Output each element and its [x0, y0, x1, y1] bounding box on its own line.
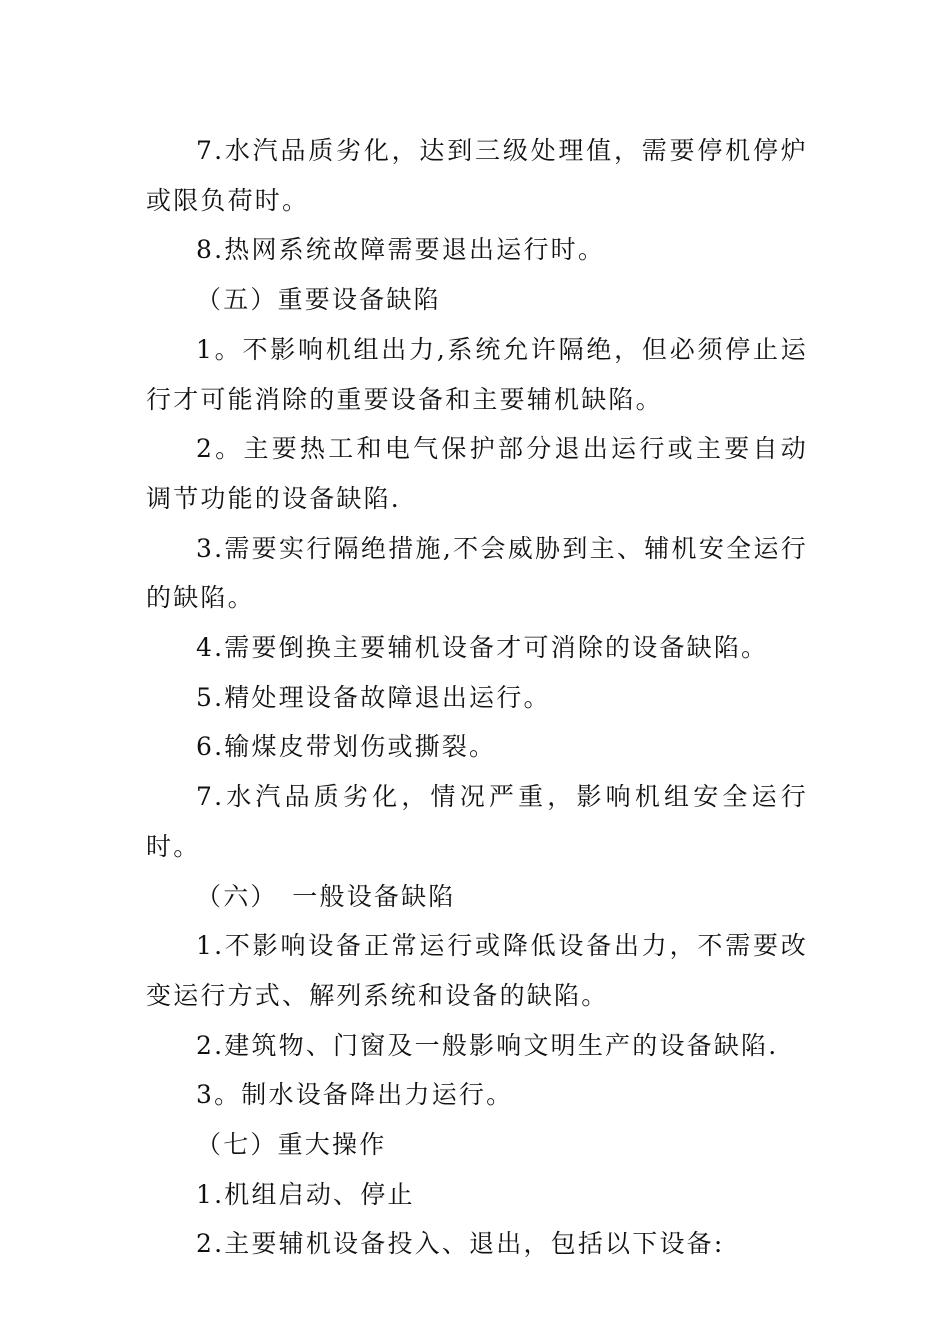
paragraph-important-defect-4: 4.需要倒换主要辅机设备才可消除的设备缺陷。 — [196, 633, 769, 663]
paragraph-important-defect-5: 5.精处理设备故障退出运行。 — [196, 682, 551, 712]
paragraph-general-defect-3: 3。制水设备降出力运行。 — [196, 1080, 514, 1110]
paragraph-general-defect-1: 1.不影响设备正常运行或降低设备出力，不需要改变运行方式、解列系统和设备的缺陷。 — [146, 931, 808, 1010]
section-heading-major-operations: （七）重大操作 — [196, 1130, 387, 1160]
document-body — [146, 126, 808, 1269]
paragraph-important-defect-6: 6.输煤皮带划伤或撕裂。 — [196, 732, 497, 762]
paragraph-important-defect-2: 2。主要热工和电气保护部分退出运行或主要自动调节功能的设备缺陷. — [146, 434, 808, 513]
paragraph-major-operation-2: 2.主要辅机设备投入、退出，包括以下设备: — [196, 1229, 725, 1259]
paragraph-heat-network-fault: 8.热网系统故障需要退出运行时。 — [196, 235, 606, 265]
section-heading-general-defects: （六） 一般设备缺陷 — [196, 881, 456, 911]
paragraph-major-operation-1: 1.机组启动、停止 — [196, 1179, 415, 1209]
paragraph-water-steam-quality-level3: 7.水汽品质劣化，达到三级处理值，需要停机停炉或限负荷时。 — [146, 136, 808, 215]
paragraph-important-defect-3: 3.需要实行隔绝措施,不会威胁到主、辅机安全运行的缺陷。 — [146, 533, 808, 613]
section-heading-important-defects: （五）重要设备缺陷 — [196, 285, 441, 315]
paragraph-general-defect-2: 2.建筑物、门窗及一般影响文明生产的设备缺陷. — [196, 1030, 779, 1060]
paragraph-important-defect-1: 1。不影响机组出力,系统允许隔绝，但必须停止运行才可能消除的重要设备和主要辅机缺陷。 — [146, 334, 808, 414]
paragraph-important-defect-7: 7.水汽品质劣化，情况严重，影响机组安全运行时。 — [146, 782, 808, 861]
